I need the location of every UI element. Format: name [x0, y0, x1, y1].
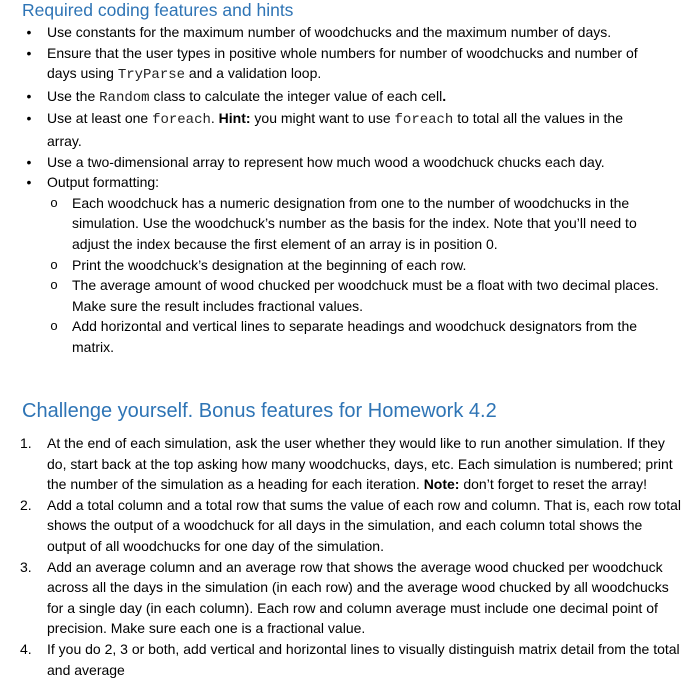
list-item: [47, 275, 660, 316]
list-item: [0, 639, 686, 680]
item-text: and a validation loop.: [185, 65, 322, 82]
output-formatting-list: [47, 193, 660, 358]
list-item: [0, 172, 686, 357]
list-item: [0, 22, 686, 43]
list-item: [0, 108, 686, 151]
item-text: Each woodchuck has a numeric designation from one to the number of woodchucks in the simulation. Use the woodchuck’s number as the basis for the index. Note that you’ll need to adjust the index because the first element of an array is in position 0.: [72, 194, 637, 252]
code-foreach: foreach: [394, 112, 454, 129]
item-text: Add horizontal and vertical lines to separate headings and woodchuck designators from the matrix.: [72, 318, 638, 355]
list-item: [0, 152, 686, 173]
item-text: Print the woodchuck’s designation at the beginning of each row.: [72, 256, 467, 273]
item-text: Use the: [47, 87, 100, 104]
bullet-icon: •: [26, 153, 32, 170]
code-random: Random: [99, 89, 150, 106]
item-text: to total all the values in the array.: [47, 110, 623, 149]
bonus-features-list: [0, 433, 686, 680]
circle-bullet-icon: o: [50, 194, 58, 210]
bullet-icon: •: [26, 44, 32, 61]
item-text: Use at least one: [47, 110, 153, 127]
list-item: [0, 495, 686, 557]
item-text: Use constants for the maximum number of woodchucks and the maximum number of days.: [47, 24, 612, 40]
item-number: 2.: [20, 496, 32, 513]
item-text: you might want to use: [250, 110, 395, 127]
item-number: 1.: [20, 435, 32, 451]
hint-label: Hint:: [218, 110, 251, 127]
item-text: At the end of each simulation, ask the user whether they would like to run another simulation. If they do, start back at the top asking how many woodchucks, days, etc. Each simulation is numbered; print the number of the simulation as a heading for each iteration.: [47, 435, 673, 493]
note-label: Note:: [423, 476, 460, 493]
item-text: The average amount of wood chucked per woodchuck must be a float with two decimal places. Make sure the result includes fractional values.: [72, 277, 659, 314]
circle-bullet-icon: o: [50, 277, 58, 293]
item-text: don’t forget to reset the array!: [459, 476, 648, 493]
item-text: class to calculate the integer value of each cell: [149, 87, 443, 104]
item-number: 4.: [20, 640, 32, 657]
list-item: [47, 255, 660, 276]
section-heading-required: Required coding features and hints: [22, 0, 294, 20]
list-item: [0, 43, 686, 86]
item-text: If you do 2, 3 or both, add vertical and horizontal lines to visually distinguish matrix detail from the total and average: [47, 640, 680, 678]
list-item: [47, 193, 660, 255]
code-tryparse: TryParse: [117, 67, 186, 84]
section-heading-challenge: Challenge yourself. Bonus features for Homework 4.2: [22, 400, 497, 422]
list-item: [0, 557, 686, 639]
code-foreach: foreach: [152, 112, 211, 129]
bullet-icon: •: [26, 24, 32, 40]
item-number: 3.: [20, 558, 32, 575]
bullet-icon: •: [26, 87, 32, 104]
item-text: Use a two-dimensional array to represent how much wood a woodchuck chucks each day.: [47, 153, 605, 170]
list-item: [47, 316, 660, 357]
item-period: .: [442, 87, 447, 104]
bullet-icon: •: [26, 174, 32, 191]
item-text: Ensure that the user types in positive whole numbers for number of woodchucks and number of days using: [47, 44, 638, 82]
item-text: .: [210, 110, 219, 127]
circle-bullet-icon: o: [50, 318, 58, 334]
item-text: Add a total column and a total row that sums the value of each row and column. That is, each row total shows the output of a woodchuck for all days in the simulation, and each column total shows the output of all woodchucks for one day of the simulation.: [47, 496, 681, 554]
item-text: Add an average column and an average row that shows the average wood chucked per woodchuck across all the days in the simulation (in each row) and the average wood chucked by all woodchucks for a single day (in each column). Each row and column average must include one decimal point of precision. Make sure each one is a fractional value.: [47, 558, 669, 637]
list-item: [0, 433, 686, 495]
required-features-list: [0, 22, 686, 358]
item-text: Output formatting:: [47, 174, 160, 191]
circle-bullet-icon: o: [50, 256, 58, 272]
bullet-icon: •: [26, 110, 32, 127]
list-item: [0, 86, 686, 109]
